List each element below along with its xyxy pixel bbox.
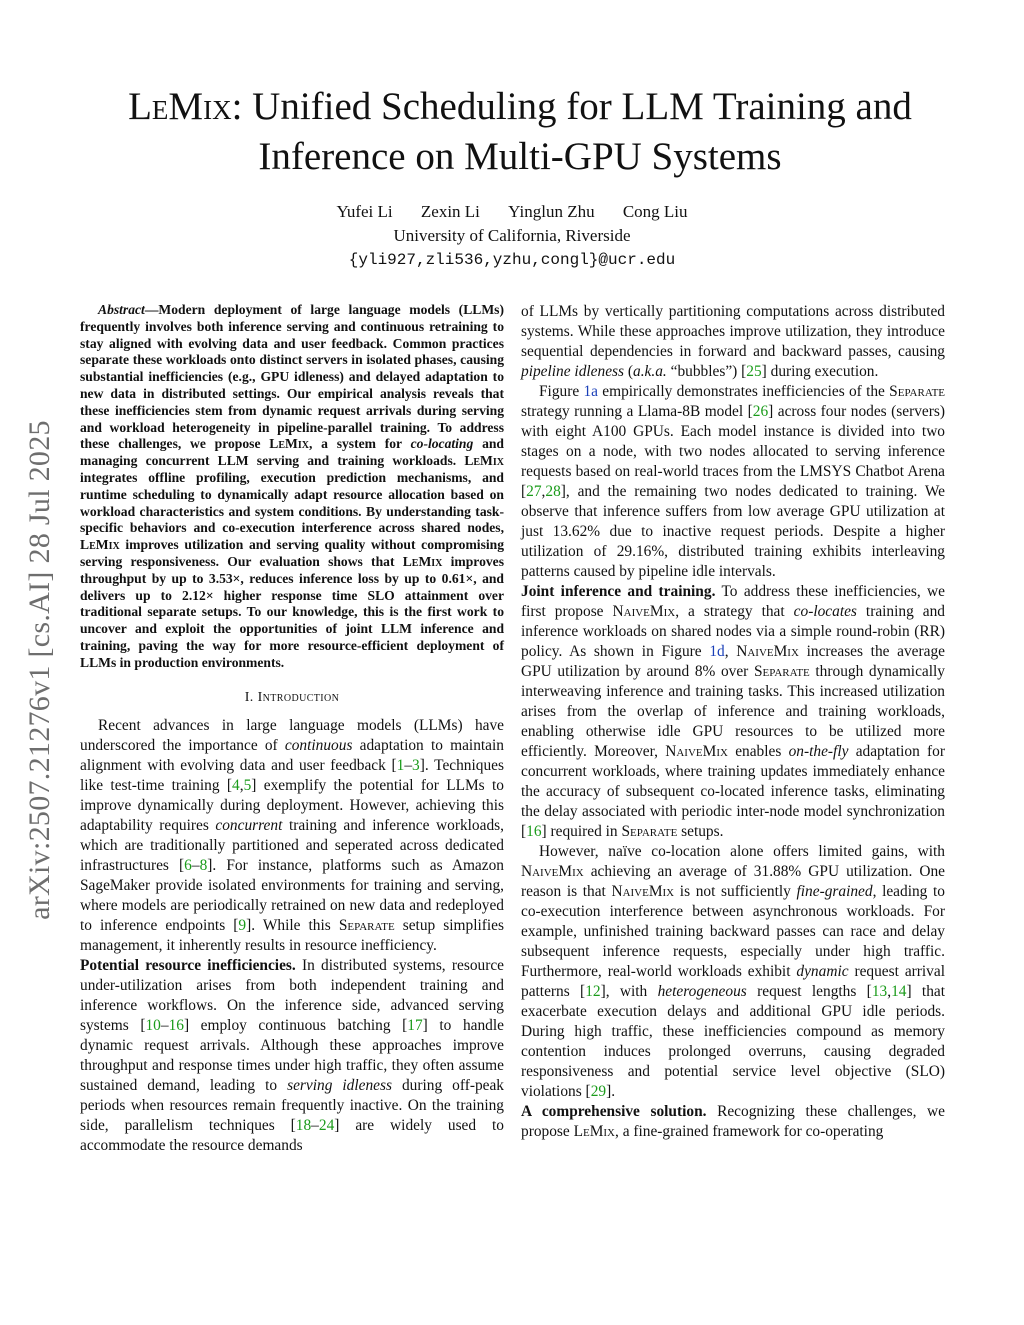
solution-paragraph: A comprehensive solution. Recognizing these challenges, we propose LeMix, a fine-grained framework for co-operating (521, 1103, 945, 1140)
paragraph-heading: Joint inference and training. (521, 583, 716, 600)
figure-link[interactable]: 1a (583, 383, 598, 400)
intro-paragraph: Recent advances in large language models (LLMs) have underscored the importance of continuous adaptation to maintain alignment with evolving data and user feedback [1–3]. Techniques like test-time training [4,5] exemplify the potential for LLMs to improve dynamically during deployment. However, achieving this adaptability requires concurrent training and inference workloads, which are traditionally partitioned and seperated across dedicated infrastructures [6–8]. For instance, platforms such as Amazon SageMaker provide isolated environments for training and serving, where models are periodically retrained on new data and redeployed to inference endpoints [9]. While this Separate setup simplifies management, it inherently results in resource inefficiency. (80, 716, 504, 954)
citation-link[interactable]: 17 (407, 1016, 423, 1034)
paragraph-heading: Potential resource inefficiencies. (80, 956, 296, 974)
citation-link[interactable]: 3 (412, 756, 420, 774)
citation-link[interactable]: 8 (199, 856, 208, 874)
citation-link[interactable]: 4 (232, 776, 240, 794)
left-column (80, 302, 504, 1156)
citation-link[interactable]: 6 (184, 856, 192, 874)
citation-link[interactable]: 9 (238, 916, 247, 934)
citation-link[interactable]: 10 (145, 1016, 161, 1034)
author-names (0, 200, 1024, 224)
citation-link[interactable]: 16 (526, 823, 542, 840)
affiliation: University of California, Riverside (393, 226, 631, 245)
section-heading-introduction: I. Introduction (244, 689, 340, 705)
paper-title (70, 82, 970, 182)
arxiv-identifier: arXiv:2507.21276v1 [cs.AI] 28 Jul 2025 (23, 420, 56, 920)
title-block (70, 82, 970, 182)
citation-link[interactable]: 12 (585, 983, 601, 1000)
citation-link[interactable]: 13 (871, 983, 888, 1000)
author-email: {yli927,zli536,yzhu,congl}@ucr.edu (348, 251, 676, 269)
right-column (521, 302, 945, 1142)
citation-link[interactable]: 25 (746, 363, 762, 380)
arxiv-sidebar (10, 380, 70, 960)
author-name: Yufei Li (336, 202, 393, 221)
figure-discussion-paragraph: Figure 1a empirically demonstrates inefficiencies of the Separate strategy running a Llama-8B model [26] across four nodes (servers) with eight A100 GPUs. Each model instance is divided into two stages on a node, with two nodes allocated to serving inference requests based on real-world traces from the LMSYS Chatbot Arena [27,28], and the remaining two nodes dedicated to training. We observe that inference suffers from low average GPU utilization at just 13.62% due to inactive request periods. Despite a higher utilization of 29.16%, distributed training exhibits interleaving patterns caused by pipeline idle intervals. (521, 383, 946, 580)
abstract-label: Abstract (98, 302, 145, 317)
figure-link[interactable]: 1d (709, 643, 725, 660)
citation-link[interactable]: 27 (526, 483, 542, 500)
system-name: LeMix (128, 85, 232, 128)
resource-inefficiency-paragraph: Potential resource inefficiencies. In distributed systems, resource under-utilization arises from both independent training and inference workflows. On the inference side, advanced serving systems [10–16] employ continuous batching [17] to handle dynamic request arrivals. Although these approaches improve throughput and response times under high traffic, they often assume sustained demand, leading to serving idleness during off-peak periods when resources remain frequently inactive. On the training side, parallelism techniques [18–24] are widely used to accommodate the resource demands (80, 956, 504, 1154)
citation-link[interactable]: 14 (891, 983, 907, 1000)
pipeline-paragraph: of LLMs by vertically partitioning computations across distributed systems. While these approaches improve utilization, they introduce sequential dependencies in forward and backward passes, causing pipeline idleness (a.k.a. “bubbles”) [25] during execution. (521, 303, 945, 380)
colocation-limits-paragraph: However, naïve co-location alone offers limited gains, with NaiveMix achieving an average of 31.88% GPU utilization. One reason is that NaiveMix is not sufficiently fine-grained, leading to co-execution interference between asynchronous workloads. For example, unfinished training backward passes can race and delay subsequent inference requests, especially under high traffic. Furthermore, real-world workloads exhibit dynamic request arrival patterns [12], with heterogeneous request lengths [13,14] that exacerbate execution delays and additional GPU idle periods. During high traffic, these inefficiencies compound as memory contention induces prolonged overruns, causing degraded responsiveness and potential service level objective (SLO) violations [29]. (521, 843, 945, 1100)
author-name: Zexin Li (420, 202, 480, 221)
citation-link[interactable]: 1 (396, 756, 405, 774)
citation-link[interactable]: 16 (168, 1016, 184, 1034)
citation-link[interactable]: 18 (295, 1116, 312, 1134)
author-block (0, 200, 1024, 272)
author-name: Cong Liu (622, 202, 688, 221)
citation-link[interactable]: 5 (243, 776, 252, 794)
citation-link[interactable]: 26 (752, 403, 769, 420)
author-name: Yinglun Zhu (508, 202, 595, 221)
paragraph-heading: A comprehensive solution. (521, 1103, 707, 1120)
abstract: Abstract—Modern deployment of large language models (LLMs) frequently involves both inference serving and continuous retraining to stay aligned with evolving data and user feedback. Common practices separate these workloads onto distinct servers in isolated phases, causing substantial inefficiencies (e.g., GPU idleness) and delayed adaptation to new data in distributed settings. Our empirical analysis reveals that these inefficiencies stem from dynamic request arrivals during serving and workload heterogeneity in pipeline-parallel training. To address these challenges, we propose LeMix, a system for co-locating and managing concurrent LLM serving and training workloads. LeMix integrates offline profiling, execution prediction mechanisms, and runtime scheduling to dynamically adapt resource allocation based on workload characteristics and system conditions. By understanding task-specific behaviors and co-execution interference across shared nodes, LeMix improves utilization and serving quality without compromising serving responsiveness. Our evaluation shows that LeMix improves throughput by up to 3.53×, reduces inference loss by up to 0.61×, and delivers up to 2.12× higher response time SLO attainment over traditional separate setups. To our knowledge, this is the first work to uncover and exploit the opportunities of joint LLM inference and training, paving the way for more resource-efficient deployment of LLMs in production environments. (80, 302, 505, 670)
title-line2: Inference on Multi-GPU Systems (258, 135, 782, 178)
citation-link[interactable]: 29 (590, 1083, 607, 1100)
citation-link[interactable]: 24 (318, 1116, 335, 1134)
title-line1: : Unified Scheduling for LLM Training and (231, 85, 912, 128)
citation-link[interactable]: 28 (545, 483, 561, 500)
joint-training-paragraph: Joint inference and training. To address these inefficiencies, we first propose NaiveMix, a strategy that co-locates training and inference workloads on shared nodes via a simple round-robin (RR) policy. As shown in Figure 1d, NaiveMix increases the average GPU utilization by around 8% over Separate through dynamically interweaving inference and training tasks. This increased utilization arises from the overlap of inference and training workloads, enabling otherwise idle GPU resources to be utilized more efficiently. Moreover, NaiveMix enables on-the-fly adaptation for concurrent workloads, where training updates immediately enhance the accuracy of subsequent co-located inference tasks, eliminating the delay associated with periodic inter-node model synchronization [16] required in Separate setups. (521, 583, 946, 840)
